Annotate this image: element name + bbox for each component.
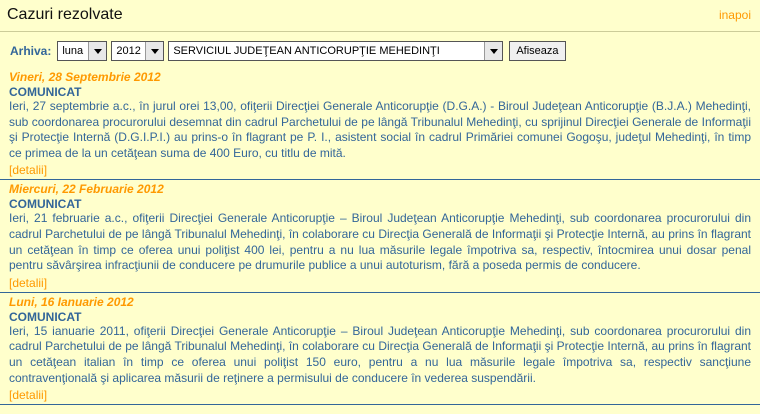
entry-date: Miercuri, 22 Februarie 2012 — [9, 182, 164, 197]
year-select[interactable] — [111, 41, 164, 61]
chevron-down-icon[interactable] — [484, 42, 502, 60]
entry-date: Luni, 16 Ianuarie 2012 — [9, 294, 134, 309]
entry-title: COMUNICAT — [9, 197, 82, 212]
list-item — [0, 68, 760, 180]
month-select[interactable] — [57, 41, 107, 61]
case-list — [0, 68, 760, 405]
list-item — [0, 293, 760, 405]
page-header — [0, 0, 760, 32]
back-link[interactable]: inapoi — [718, 8, 751, 22]
show-button[interactable]: Afiseaza — [509, 41, 565, 61]
entry-body: Ieri, 27 septembrie a.c., în jurul orei 13,00, ofiţerii Direcţiei Generale Anticorupţie (D.G.A.) - Biroul Judeţean Anticorupţie (B.J.A.) Mehedinţi, sub coordonarea procurorului desemnat din cadrul Parchetului de pe lângă Tribunalul Mehedinţi, cu sprijinul Direcţiei Generale de Informaţii şi Protecţie Internă (D.G.I.P.I.) au prins-o în flagrant pe P. I., asistent social în cadrul Primăriei comunei Gogoşu, judeţul Mehedinţi, în timp ce primea de la un cetăţean suma de 400 Euro, cu titlu de mită. — [9, 99, 751, 160]
chevron-down-icon[interactable] — [145, 42, 163, 60]
archive-filter — [10, 40, 566, 62]
month-select-value: luna — [62, 45, 84, 57]
page-title: Cazuri rezolvate — [7, 6, 123, 23]
details-link[interactable]: [detalii] — [9, 275, 48, 290]
institution-select-value: SERVICIUL JUDEŢEAN ANTICORUPŢIE MEHEDINŢI — [173, 45, 440, 57]
details-link[interactable]: [detalii] — [9, 388, 48, 403]
archive-label: Arhiva: — [10, 44, 52, 58]
entry-title: COMUNICAT — [9, 85, 82, 99]
entry-body: Ieri, 15 ianuarie 2011, ofiţerii Direcţiei Generale Anticorupţie – Biroul Judeţean Anticorupţie Mehedinţi, sub coordonarea procurorului din cadrul Parchetului de pe lângă Tribunalul Mehedinţi, în colaborare cu Direcţia Generală de Informaţii şi Protecţie Internă, au prins în flagrant un cetăţean italian în timp ce oferea unui poliţist 150 euro, pentru a nu lua măsurile legale împotriva sa, respectiv sancţiune contravenţională şi aplicarea măsurii de reţinere a permisului de conducere în vederea suspendării. — [9, 323, 751, 385]
details-link[interactable]: [detalii] — [9, 163, 48, 178]
entry-body: Ieri, 21 februarie a.c., ofiţerii Direcţiei Generale Anticorupţie – Biroul Judeţean Anticorupţie Mehedinţi, sub coordonarea procurorului din cadrul Parchetului de pe lângă Tribunalul Mehedinţi, în colaborare cu Direcţia Generală de Informaţii şi Protecţie Internă, au prins în flagrant un cetăţean în timp ce oferea unui poliţist 400 lei, pentru a nu lua măsurile legale împotriva sa, respectiv, întocmirea unui dosar penal pentru săvârşirea infracţiunii de conducere pe drumurile publice a unui autoturism, fără a poseda permis de conducere. — [9, 211, 751, 273]
year-select-value: 2012 — [116, 45, 141, 57]
entry-title: COMUNICAT — [9, 309, 82, 324]
institution-select[interactable] — [168, 41, 503, 61]
list-item — [0, 180, 760, 292]
chevron-down-icon[interactable] — [88, 42, 106, 60]
entry-date: Vineri, 28 Septembrie 2012 — [9, 70, 161, 84]
